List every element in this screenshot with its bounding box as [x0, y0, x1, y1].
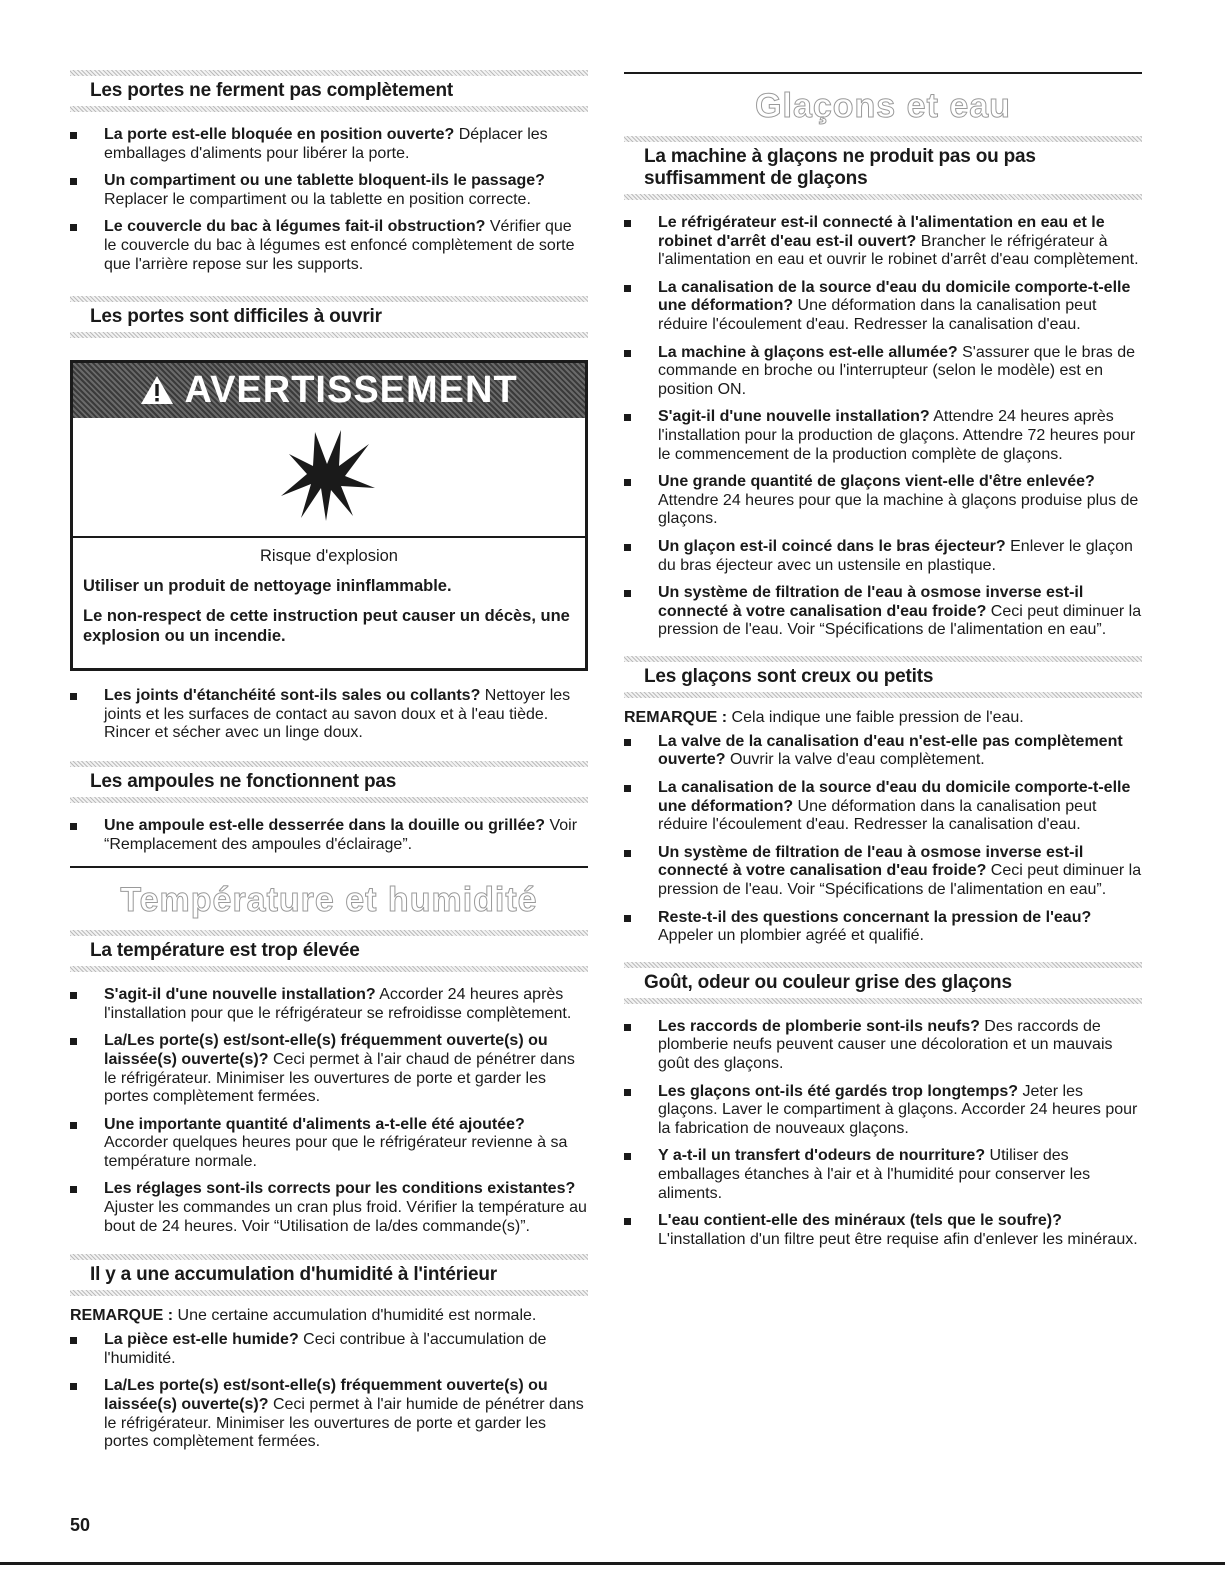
chapter-title: Glaçons et eau	[755, 87, 1011, 125]
item-answer: Ceci peut diminuer la pression de l'eau. Voir “Spécifications de l'alimentation en eau”.	[658, 862, 1142, 899]
section-header	[624, 962, 1142, 1004]
item-answer: Jeter les glaçons. Laver le compartiment à glaçons. Accorder 24 heures pour la fabrication de nouveaux glaçons.	[658, 1082, 1138, 1137]
list-item	[624, 1147, 1142, 1203]
item-question: Un système de filtration de l'eau à osmose inverse est-il connecté à votre canalisation d'eau froide?	[658, 843, 1084, 880]
list-item	[70, 687, 588, 743]
item-answer: Attendre 24 heures pour que la machine à glaçons produise plus de glaçons.	[658, 491, 1139, 528]
item-list	[624, 1018, 1142, 1250]
item-answer: Ceci peut diminuer la pression de l'eau. Voir “Spécifications de l'alimentation en eau”.	[658, 602, 1142, 639]
item-answer: Nettoyer les joints et les surfaces de contact au savon doux et à l'eau tiède. Rincer et sécher avec un linge doux.	[104, 687, 571, 742]
item-question: Le couvercle du bac à légumes fait-il obstruction?	[104, 218, 486, 236]
list-item	[624, 909, 1142, 946]
list-item	[624, 538, 1142, 575]
item-answer: Ceci permet à l'air humide de pénétrer dans le réfrigérateur. Minimiser les ouvertures de porte et garder les portes complètement fermées.	[104, 1396, 584, 1451]
list-item	[624, 584, 1142, 640]
list-item	[70, 1180, 588, 1236]
list-item	[624, 779, 1142, 835]
section-title: Les glaçons sont creux ou petits	[644, 665, 934, 687]
list-item	[624, 1083, 1142, 1139]
item-question: S'agit-il d'une nouvelle installation?	[104, 986, 376, 1004]
item-question: Les réglages sont-ils corrects pour les conditions existantes?	[104, 1180, 576, 1198]
list-item	[70, 1032, 588, 1106]
item-answer: Enlever le glaçon du bras éjecteur avec un ustensile en plastique.	[658, 537, 1133, 574]
section-title: Les ampoules ne fonctionnent pas	[90, 770, 397, 792]
item-answer: Des raccords de plomberie neufs peuvent causer une décoloration et un mauvais goût des glaçons.	[658, 1017, 1113, 1072]
list-item	[70, 172, 588, 209]
item-question: La porte est-elle bloquée en position ouverte?	[104, 126, 455, 143]
list-item	[624, 214, 1142, 270]
remarque: REMARQUE : Cela indique une faible pression de l'eau.	[624, 708, 1024, 726]
item-answer: Ceci permet à l'air chaud de pénétrer dans le réfrigérateur. Minimiser les ouvertures de porte et garder les portes complètement fermées.	[104, 1050, 575, 1106]
section-header	[70, 296, 588, 338]
item-question: Une grande quantité de glaçons vient-elle d'être enlevée?	[658, 473, 1095, 491]
item-question: Les joints d'étanchéité sont-ils sales ou collants?	[104, 687, 481, 705]
item-question: La/Les porte(s) est/sont-elle(s) fréquemment ouverte(s) ou laissée(s) ouverte(s)?	[104, 1032, 548, 1068]
item-question: Une ampoule est-elle desserrée dans la douille ou grillée?	[104, 816, 546, 834]
section-title: Goût, odeur ou couleur grise des glaçons	[644, 971, 1012, 993]
warning-header	[73, 363, 585, 418]
item-list	[624, 733, 1142, 946]
bottom-rule	[0, 1562, 1225, 1565]
warning-box	[70, 360, 588, 671]
list-item	[70, 1331, 588, 1368]
item-question: Les raccords de plomberie sont-ils neufs?	[658, 1017, 980, 1035]
item-answer: Ajuster les commandes un cran plus froid. Vérifier la température au bout de 24 heures. Voir “Utilisation de la/des commande(s)”.	[104, 1199, 587, 1235]
item-question: La pièce est-elle humide?	[104, 1331, 299, 1349]
explosion-icon	[271, 426, 381, 526]
item-question: Les glaçons ont-ils été gardés trop longtemps?	[658, 1082, 1019, 1100]
item-question: L'eau contient-elle des minéraux (tels que le soufre)?	[658, 1212, 1062, 1230]
list-item	[70, 817, 588, 854]
item-answer: S'assurer que le bras de commande en broche ou l'interrupteur (selon le modèle) est en position ON.	[658, 343, 1136, 398]
left-column	[70, 70, 588, 1464]
warning-line-1: Utiliser un produit de nettoyage ininflammable.	[83, 577, 452, 596]
section-header	[70, 930, 588, 972]
item-question: La valve de la canalisation d'eau n'est-elle pas complètement ouverte?	[658, 732, 1123, 769]
item-list	[70, 687, 588, 743]
item-answer: Ouvrir la valve d'eau complètement.	[725, 751, 985, 769]
item-list	[70, 986, 588, 1236]
section-header	[70, 70, 588, 112]
page-number: 50	[70, 1515, 91, 1535]
section-header	[70, 1254, 588, 1296]
list-item	[624, 279, 1142, 335]
item-question: Le réfrigérateur est-il connecté à l'alimentation en eau et le robinet d'arrêt d'eau est-il ouvert?	[658, 214, 1105, 250]
section-title: Les portes ne ferment pas complètement	[90, 80, 454, 101]
item-question: Un glaçon est-il coincé dans le bras éjecteur?	[658, 537, 1006, 555]
list-item	[70, 218, 588, 274]
item-answer: Ceci contribue à l'accumulation de l'humidité.	[104, 1331, 547, 1367]
item-answer: Voir “Remplacement des ampoules d'éclairage”.	[104, 816, 578, 853]
warning-body	[73, 538, 585, 668]
item-question: Un compartiment ou une tablette bloquent-ils le passage?	[104, 172, 545, 190]
section-header	[70, 761, 588, 803]
list-item	[624, 733, 1142, 770]
warning-title: AVERTISSEMENT	[184, 369, 518, 412]
chapter-heading	[624, 72, 1142, 126]
item-question: S'agit-il d'une nouvelle installation?	[658, 408, 930, 426]
chapter-title: Température et humidité	[120, 881, 538, 920]
warning-icon-row	[73, 418, 585, 538]
item-answer: Attendre 24 heures après l'installation pour la production de glaçons. Attendre 72 heures pour le commencement de la production complète de glaçons.	[658, 408, 1136, 463]
item-answer: Vérifier que le couvercle du bac à légumes est enfoncé complètement de sorte que l'arrière repose sur les supports.	[104, 218, 575, 273]
item-answer: Appeler un plombier agréé et qualifié.	[658, 927, 924, 945]
chapter-heading	[70, 866, 588, 920]
section-title: La machine à glaçons ne produit pas ou pas suffisamment de glaçons	[644, 146, 1036, 189]
warning-line-2: Le non-respect de cette instruction peut causer un décès, une explosion ou un incendie.	[83, 607, 570, 646]
item-answer: Une déformation dans la canalisation peut réduire l'écoulement d'eau. Redresser la canalisation d'eau.	[658, 797, 1097, 834]
list-item	[624, 844, 1142, 900]
item-answer: Utiliser des emballages étanches à l'air et à l'humidité pour conserver les aliments.	[658, 1147, 1091, 1202]
item-answer: Accorder quelques heures pour que le réfrigérateur revienne à sa température normale.	[104, 1134, 568, 1170]
item-question: Un système de filtration de l'eau à osmose inverse est-il connecté à votre canalisation d'eau froide?	[658, 584, 1084, 620]
item-answer: Accorder 24 heures après l'installation pour que le réfrigérateur se refroidisse complètement.	[104, 986, 572, 1022]
list-item	[70, 1116, 588, 1172]
list-item	[624, 1212, 1142, 1249]
right-column	[624, 70, 1142, 1261]
list-item	[624, 473, 1142, 529]
warning-triangle-icon	[140, 369, 184, 411]
section-title: Il y a une accumulation d'humidité à l'intérieur	[90, 1264, 497, 1286]
list-item	[624, 1018, 1142, 1074]
remarque: REMARQUE : Une certaine accumulation d'humidité est normale.	[70, 1307, 537, 1325]
item-answer: L'installation d'un filtre peut être requise afin d'enlever les minéraux.	[658, 1230, 1138, 1248]
item-question: La/Les porte(s) est/sont-elle(s) fréquemment ouverte(s) ou laissée(s) ouverte(s)?	[104, 1377, 548, 1414]
list-item	[70, 1377, 588, 1451]
list-item	[624, 344, 1142, 400]
item-answer: Brancher le réfrigérateur à l'alimentation en eau et ouvrir le robinet d'arrêt d'eau complètement.	[658, 232, 1139, 269]
item-answer: Replacer le compartiment ou la tablette en position correcte.	[104, 190, 531, 208]
item-answer: Une déformation dans la canalisation peut réduire l'écoulement d'eau. Redresser la canalisation d'eau.	[658, 297, 1097, 333]
section-header	[624, 656, 1142, 698]
list-item	[70, 126, 588, 163]
item-list	[70, 817, 588, 854]
warning-risk: Risque d'explosion	[260, 547, 398, 566]
section-header	[624, 136, 1142, 200]
section-title: Les portes sont difficiles à ouvrir	[90, 306, 382, 328]
item-list	[70, 1331, 588, 1452]
list-item	[624, 408, 1142, 464]
item-question: La machine à glaçons est-elle allumée?	[658, 343, 958, 361]
item-question: La canalisation de la source d'eau du domicile comporte-t-elle une déformation?	[658, 278, 1131, 315]
item-list	[70, 126, 588, 274]
item-question: Y a-t-il un transfert d'odeurs de nourriture?	[658, 1147, 986, 1165]
item-answer: Déplacer les emballages d'aliments pour libérer la porte.	[104, 126, 548, 162]
item-list	[624, 214, 1142, 640]
item-question: Une importante quantité d'aliments a-t-elle été ajoutée?	[104, 1115, 525, 1133]
section-title: La température est trop élevée	[90, 940, 360, 962]
item-question: La canalisation de la source d'eau du domicile comporte-t-elle une déformation?	[658, 779, 1131, 815]
list-item	[70, 986, 588, 1023]
item-question: Reste-t-il des questions concernant la pression de l'eau?	[658, 908, 1092, 926]
